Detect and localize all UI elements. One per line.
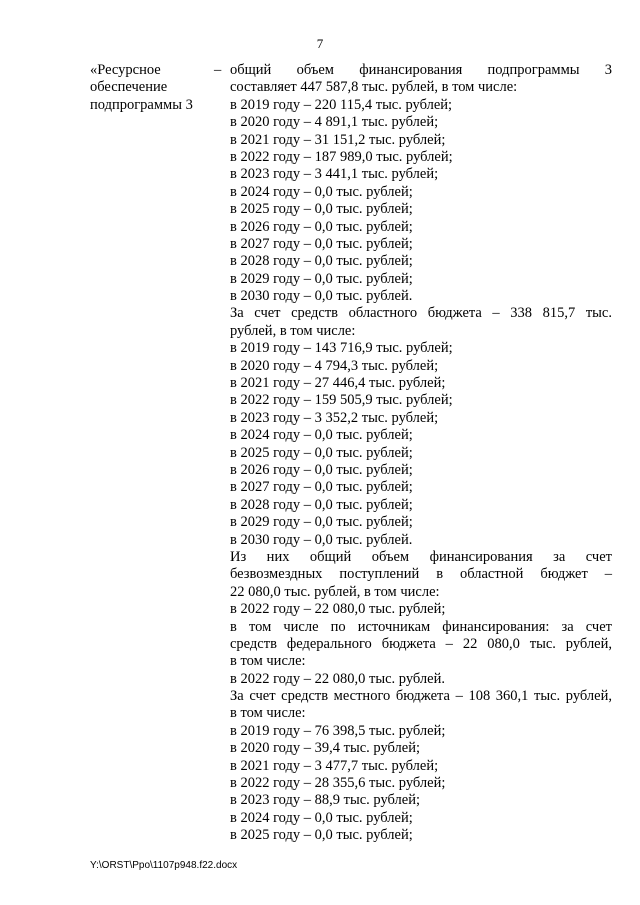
text-line: в 2030 году – 0,0 тыс. рублей. — [230, 531, 413, 548]
text-line: в 2027 году – 0,0 тыс. рублей; — [230, 235, 413, 252]
text-line: средств федерального бюджета – 22 080,0 тыс. рублей, — [230, 635, 612, 652]
text-line: в 2019 году – 220 115,4 тыс. рублей; — [230, 96, 453, 113]
section-label-line: обеспечение — [90, 79, 168, 96]
label-dash: – — [214, 62, 222, 78]
text-line: в 2025 году – 0,0 тыс. рублей; — [230, 444, 413, 461]
text-line: в 2027 году – 0,0 тыс. рублей; — [230, 479, 413, 496]
text-line: в 2025 году – 0,0 тыс. рублей; — [230, 827, 413, 844]
text-line: в 2024 году – 0,0 тыс. рублей; — [230, 427, 413, 444]
text-line: в 2028 году – 0,0 тыс. рублей; — [230, 496, 413, 513]
text-line: в 2024 году – 0,0 тыс. рублей; — [230, 809, 413, 826]
text-line: в 2021 году – 31 151,2 тыс. рублей; — [230, 131, 446, 148]
text-line: в том числе: — [230, 653, 306, 670]
text-line: в 2020 году – 39,4 тыс. рублей; — [230, 740, 421, 757]
text-line: в 2028 году – 0,0 тыс. рублей; — [230, 253, 413, 270]
text-line: в 2020 году – 4 891,1 тыс. рублей; — [230, 114, 439, 131]
text-line: в 2020 году – 4 794,3 тыс. рублей; — [230, 357, 439, 374]
text-line: в 2029 году – 0,0 тыс. рублей; — [230, 270, 413, 287]
file-path-footer: Y:\ORST\Ppo\1107p948.f22.docx — [90, 860, 238, 871]
text-line: в том числе: — [230, 705, 306, 722]
text-line: в 2019 году – 76 398,5 тыс. рублей; — [230, 722, 446, 739]
text-line: 22 080,0 тыс. рублей, в том числе: — [230, 583, 440, 600]
financing-text — [230, 62, 612, 845]
text-line: в 2025 году – 0,0 тыс. рублей; — [230, 201, 413, 218]
text-line: За счет средств местного бюджета – 108 360,1 тыс. рублей, — [230, 688, 612, 705]
text-line: в 2023 году – 3 352,2 тыс. рублей; — [230, 409, 439, 426]
text-line: в 2029 году – 0,0 тыс. рублей; — [230, 514, 413, 531]
text-line: в 2022 году – 159 505,9 тыс. рублей; — [230, 392, 453, 409]
text-line: в 2021 году – 3 477,7 тыс. рублей; — [230, 757, 439, 774]
text-line: За счет средств областного бюджета – 338 815,7 тыс. — [230, 305, 612, 322]
text-line: в том числе по источникам финансирования: за счет — [230, 618, 612, 635]
section-label-line: подпрограммы 3 — [90, 96, 193, 113]
text-line: в 2023 году – 3 441,1 тыс. рублей; — [230, 166, 439, 183]
text-line: в 2026 году – 0,0 тыс. рублей; — [230, 461, 413, 478]
text-line: составляет 447 587,8 тыс. рублей, в том числе: — [230, 79, 518, 96]
text-line: в 2022 году – 22 080,0 тыс. рублей. — [230, 670, 445, 687]
text-line: Из них общий объем финансирования за счет — [230, 548, 612, 565]
text-line: в 2022 году – 28 355,6 тыс. рублей; — [230, 775, 446, 792]
text-line: в 2022 году – 187 989,0 тыс. рублей; — [230, 148, 453, 165]
text-line: рублей, в том числе: — [230, 322, 356, 339]
text-line: в 2023 году – 88,9 тыс. рублей; — [230, 792, 421, 809]
text-line: безвозмездных поступлений в областной бюджет – — [230, 566, 612, 583]
text-line: в 2021 году – 27 446,4 тыс. рублей; — [230, 375, 446, 392]
text-line: общий объем финансирования подпрограммы 3 — [230, 62, 612, 78]
section-label-line: «Ресурсное — [90, 62, 161, 78]
text-line: в 2024 году – 0,0 тыс. рублей; — [230, 183, 413, 200]
text-line: в 2026 году – 0,0 тыс. рублей; — [230, 218, 413, 235]
text-line: в 2019 году – 143 716,9 тыс. рублей; — [230, 340, 453, 357]
text-line: в 2030 году – 0,0 тыс. рублей. — [230, 288, 413, 305]
page-number: 7 — [316, 36, 324, 51]
text-line: в 2022 году – 22 080,0 тыс. рублей; — [230, 601, 446, 618]
section-label — [90, 62, 216, 114]
